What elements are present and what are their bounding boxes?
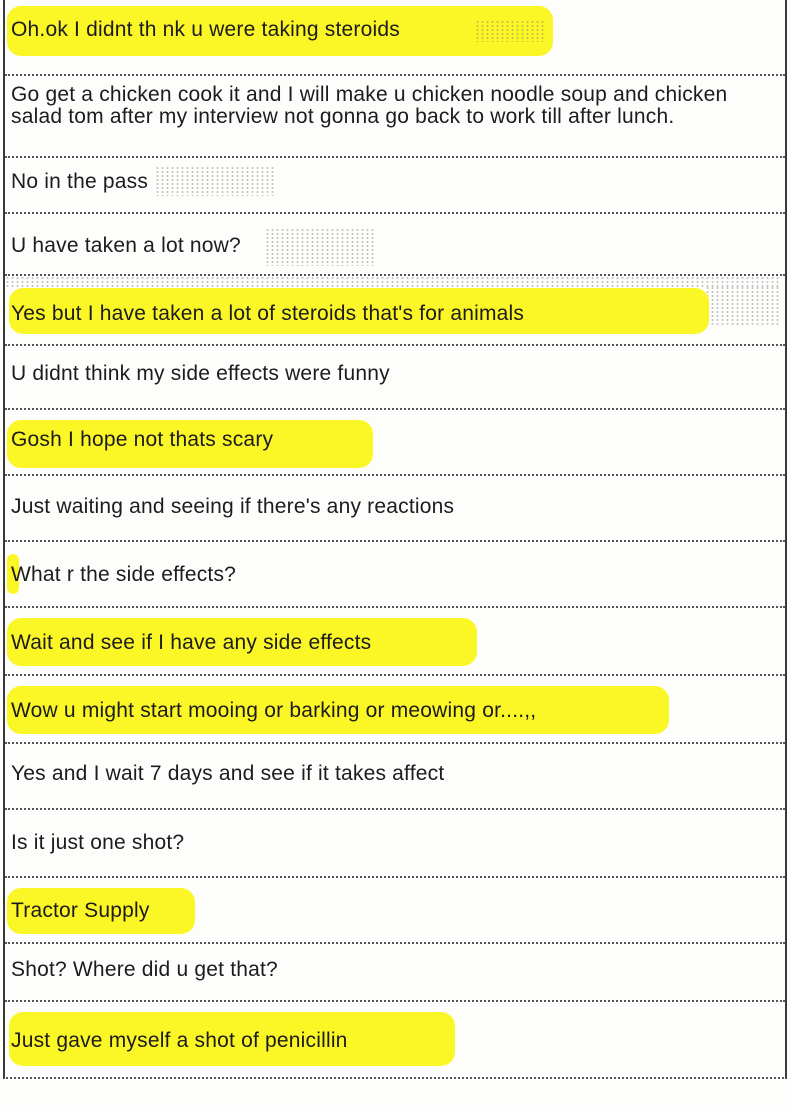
message-text: Tractor Supply	[11, 899, 150, 922]
message-text: Just waiting and seeing if there's any reactions	[11, 495, 455, 518]
message-row	[5, 158, 785, 214]
message-text: Yes but I have taken a lot of steroids that's for animals	[11, 302, 525, 325]
message-text: Shot? Where did u get that?	[11, 958, 278, 981]
message-row	[5, 542, 785, 608]
message-row	[5, 744, 785, 810]
message-row	[5, 1002, 785, 1077]
scan-noise	[265, 228, 375, 266]
message-text: What r the side effects?	[11, 563, 237, 586]
scan-noise	[475, 20, 545, 42]
message-row	[5, 476, 785, 542]
message-text: No in the pass	[11, 170, 149, 193]
message-text: Is it just one shot?	[11, 831, 185, 854]
message-text: Gosh I hope not thats scary	[11, 428, 274, 451]
message-text: Go get a chicken cook it and I will make u chicken noodle soup and chicken salad tom after my interview not gonna go back to work till after lunch.	[11, 83, 728, 128]
scan-noise	[5, 276, 781, 288]
scan-noise	[705, 286, 781, 326]
scan-noise	[155, 166, 275, 196]
message-text: Just gave myself a shot of penicillin	[11, 1028, 348, 1052]
message-row	[5, 410, 785, 476]
message-table	[3, 0, 787, 1079]
message-text: Wow u might start mooing or barking or meowing or....,,	[11, 699, 537, 722]
message-row	[5, 676, 785, 744]
message-row	[5, 878, 785, 944]
message-row	[5, 944, 785, 1002]
message-row	[5, 346, 785, 410]
message-row	[5, 276, 785, 346]
message-text: Wait and see if I have any side effects	[11, 631, 372, 654]
message-row	[5, 76, 785, 158]
message-row	[5, 608, 785, 676]
message-text: Oh.ok I didnt th nk u were taking steroids	[11, 18, 400, 41]
message-row	[5, 214, 785, 276]
message-row	[5, 810, 785, 878]
message-row	[5, 0, 785, 76]
message-text: U have taken a lot now?	[11, 234, 241, 257]
message-text: U didnt think my side effects were funny	[11, 362, 390, 385]
message-text: Yes and I wait 7 days and see if it takes affect	[11, 762, 445, 785]
